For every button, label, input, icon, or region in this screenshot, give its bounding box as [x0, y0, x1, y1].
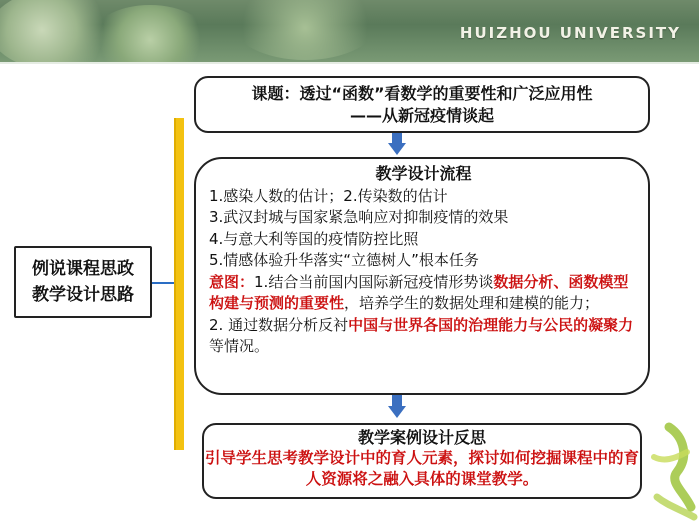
header-banner: [0, 0, 699, 62]
yellow-bracket: [174, 118, 184, 450]
lotus-decoration: [230, 0, 380, 60]
reflection-body: 引导学生思考教学设计中的育人元素，探讨如何挖掘课程中的育人资源将之融入具体的课堂教学。: [204, 449, 639, 488]
intent1-text-end: ，培养学生的数据处理和建模的能力；: [344, 294, 600, 312]
down-arrow-icon: [388, 143, 406, 155]
topic-box: [194, 76, 650, 133]
intent-paragraph-2: [209, 315, 638, 358]
flow-item: 4.与意大利等国的疫情防控比照: [209, 229, 419, 248]
intent1-highlight: 数据分析、函数模型构建与预测的重要性: [209, 272, 629, 312]
left-label-line1: 例说课程思政: [32, 259, 134, 279]
intent2-text-end: 等情况。: [209, 337, 270, 355]
reflection-box: [202, 423, 642, 499]
topic-line1: 课题：透过“函数”看数学的重要性和广泛应用性: [251, 84, 593, 103]
left-label-line2: 教学设计思路: [32, 285, 134, 305]
calligraphy-decoration: [639, 417, 699, 527]
lotus-decoration: [90, 5, 210, 62]
intent1-text: 1.结合当前国内国际新冠疫情形势谈: [254, 272, 494, 291]
down-arrow-icon: [388, 406, 406, 418]
design-flow-box: [194, 157, 650, 395]
left-label-box: [14, 246, 152, 318]
banner-divider: [0, 62, 699, 64]
flow-item: 1.感染人数的估计；2.传染数的估计: [209, 186, 448, 205]
university-name: HUIZHOU UNIVERSITY: [459, 24, 681, 42]
intent-label: 意图：: [209, 272, 255, 291]
connector-line: [152, 282, 174, 284]
intent2-text: 2. 通过数据分析反衬: [209, 315, 349, 334]
flow-title: 教学设计流程: [375, 164, 472, 183]
flow-item: 3.武汉封城与国家紧急响应对抑制疫情的效果: [209, 208, 509, 226]
flow-item: 5.情感体验升华落实“立德树人”根本任务: [209, 251, 479, 269]
intent2-highlight: 中国与世界各国的治理能力与公民的凝聚力: [348, 315, 634, 334]
intent-paragraph-1: [209, 272, 638, 315]
topic-line2: ——从新冠疫情谈起: [349, 106, 494, 125]
reflection-title: 教学案例设计反思: [357, 428, 486, 447]
